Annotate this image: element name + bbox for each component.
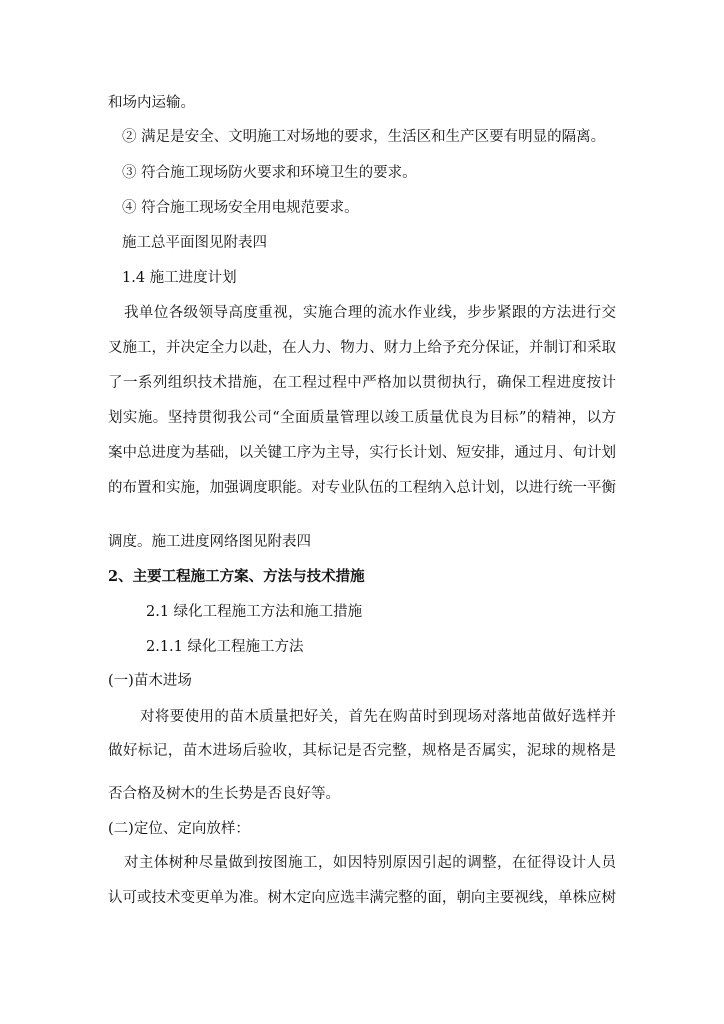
paragraph-line: 对将要使用的苗木质量把好关，首先在购苗时到现场对落地苗做好选样并 — [140, 709, 616, 725]
item-heading: (二)定位、定向放样： — [108, 821, 250, 837]
paragraph-line: 我单位各级领导高度重视，实施合理的流水作业线，步步紧跟的方法进行交 — [124, 305, 616, 321]
paragraph-line: 了一系列组织技术措施，在工程过程中严格加以贯彻执行，确保工程进度按计 — [108, 375, 616, 391]
item-heading: (一)苗木进场 — [108, 673, 192, 689]
text-line: 施工总平面图见附表四 — [122, 235, 267, 251]
paragraph-line: 调度。施工进度网络图见附表四 — [108, 534, 311, 550]
paragraph-line: 划实施。坚持贯彻我公司“全面质量管理以竣工质量优良为目标”的精神，以方 — [108, 410, 616, 426]
section-heading: 1.4 施工进度计划 — [122, 270, 237, 286]
paragraph-line: 对主体树种尽量做到按图施工，如因特别原因引起的调整，在征得设计人员 — [124, 855, 616, 871]
paragraph-line: 的布置和实施，加强调度职能。对专业队伍的工程纳入总计划，以进行统一平衡 — [108, 480, 616, 496]
subsection-heading: 2.1.1 绿化工程施工方法 — [146, 639, 304, 655]
paragraph-line: 认可或技术变更单为准。树木定向应选丰满完整的面，朝向主要视线，单株应树 — [108, 890, 616, 906]
section-heading: 2、主要工程施工方案、方法与技术措施 — [108, 568, 365, 585]
paragraph-line: 叉施工，并决定全力以赴，在人力、物力、财力上给予充分保证，并制订和采取 — [108, 340, 616, 356]
text-line: 和场内运输。 — [108, 95, 195, 111]
list-item: ③ 符合施工现场防火要求和环境卫生的要求。 — [122, 165, 417, 181]
paragraph-line: 否合格及树木的生长势是否良好等。 — [108, 786, 340, 802]
paragraph-line: 做好标记，苗木进场后验收，其标记是否完整，规格是否属实，泥球的规格是 — [108, 743, 616, 759]
list-item: ② 满足是安全、文明施工对场地的要求，生活区和生产区要有明显的隔离。 — [122, 129, 606, 145]
list-item: ④ 符合施工现场安全用电规范要求。 — [122, 200, 359, 216]
subsection-heading: 2.1 绿化工程施工方法和施工措施 — [146, 604, 363, 620]
paragraph-line: 案中总进度为基础，以关键工序为主导，实行长计划、短安排，通过月、旬计划 — [108, 445, 616, 461]
